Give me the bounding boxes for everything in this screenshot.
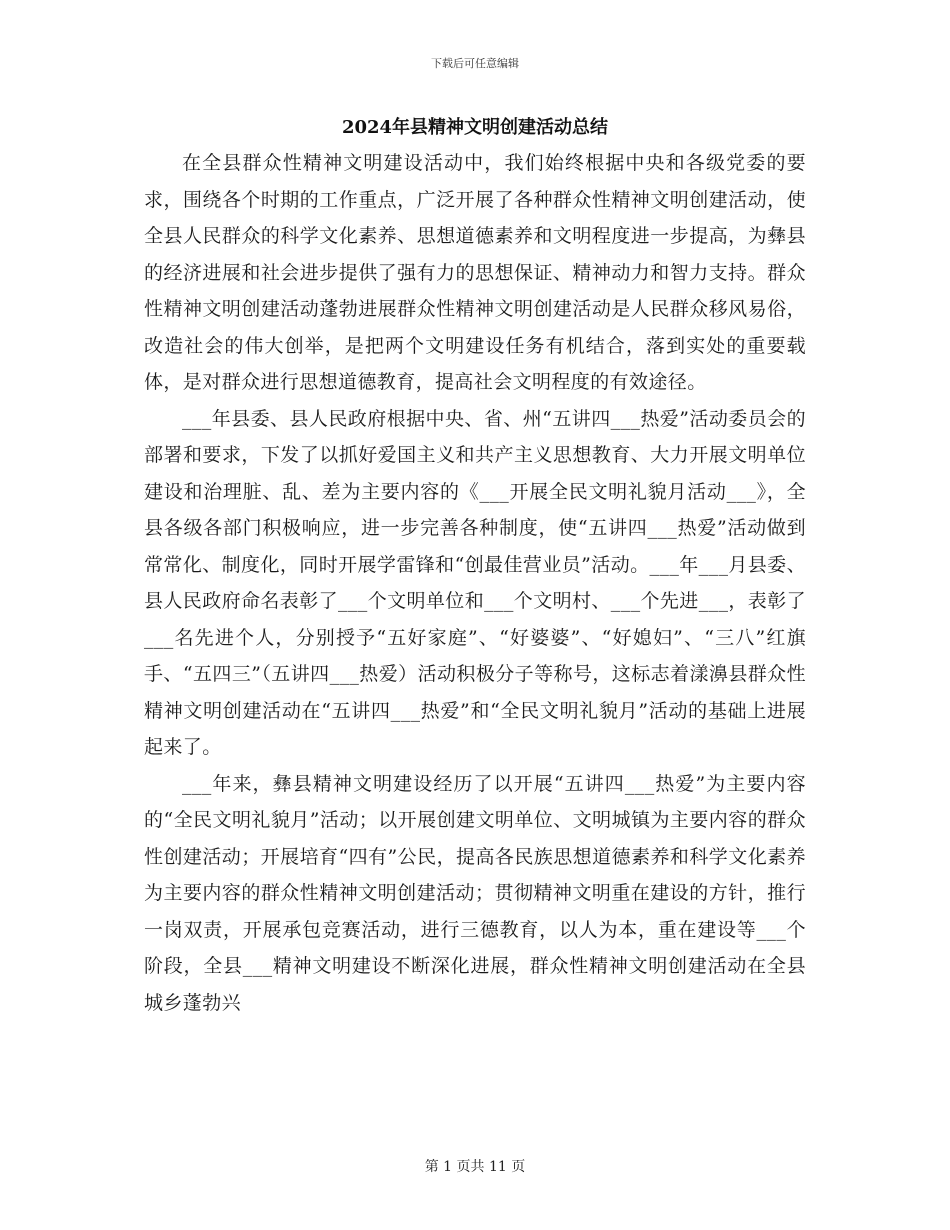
document-body <box>144 145 806 1021</box>
document-title: 2024年县精神文明创建活动总结 <box>341 117 609 138</box>
page-header-note: 下载后可任意编辑 <box>431 57 519 70</box>
page-number: 第 1 页共 11 页 <box>424 1159 526 1175</box>
paragraph-1: 在全县群众性精神文明建设活动中，我们始终根据中央和各级党委的要求，围绕各个时期的工作重点，广泛开展了各种群众性精神文明创建活动，使全县人民群众的科学文化素养、思想道德素养和文明程度进一步提高，为彝县的经济进展和社会进步提供了强有力的思想保证、精神动力和智力支持。群众性精神文明创建活动蓬勃进展群众性精神文明创建活动是人民群众移风易俗，改造社会的伟大创举，是把两个文明建设任务有机结合，落到实处的重要载体，是对群众进行思想道德教育，提高社会文明程度的有效途径。 <box>144 152 806 393</box>
paragraph-2: ___年县委、县人民政府根据中央、省、州“五讲四___热爱”活动委员会的部署和要求，下发了以抓好爱国主义和共产主义思想教育、大力开展文明单位建设和治理脏、乱、差为主要内容的《___开展全民文明礼貌月活动___》，全县各级各部门积极响应，进一步完善各种制度，使“五讲四___热爱”活动做到常常化、制度化，同时开展学雷锋和“创最佳营业员”活动。___年___月县委、县人民政府命名表彰了___个文明单位和___个文明村、___个先进___，表彰了___名先进个人，分别授予“五好家庭”、“好婆婆”、“好媳妇”、“三八”红旗手、“五四三”（五讲四___热爱）活动积极分子等称号，这标志着漾濞县群众性精神文明创建活动在“五讲四___热爱”和“全民文明礼貌月”活动的基础上进展起来了。 <box>144 407 807 758</box>
paragraph-3: ___年来，彝县精神文明建设经历了以开展“五讲四___热爱”为主要内容的“全民文明礼貌月”活动；以开展创建文明单位、文明城镇为主要内容的群众性创建活动；开展培育“四有”公民，提高各民族思想道德素养和科学文化素养为主要内容的群众性精神文明创建活动；贯彻精神文明重在建设的方针，推行一岗双责，开展承包竞赛活动，进行三德教育，以人为本，重在建设等___个阶段，全县___精神文明建设不断深化进展，群众性精神文明创建活动在全县城乡蓬勃兴 <box>144 772 806 1014</box>
